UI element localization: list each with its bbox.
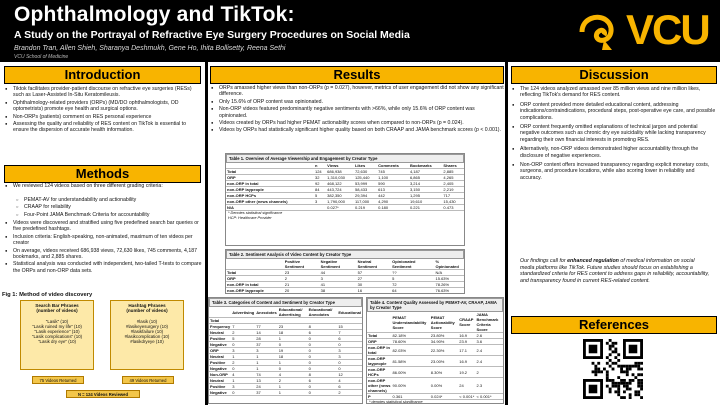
table-cell: 0.473	[442, 205, 464, 211]
table-cell: 38	[320, 288, 357, 294]
table-cell: 17.1	[458, 345, 475, 356]
table-cell: 613	[377, 187, 409, 193]
table-cell: 1,295	[409, 193, 442, 199]
table-cell	[357, 294, 391, 295]
table-cell: 0	[308, 360, 338, 366]
table-cell: 717	[442, 193, 464, 199]
table-cell: 2	[284, 276, 320, 282]
table-cell: 0	[231, 366, 255, 372]
table-cell: Positive	[209, 360, 231, 366]
total-result: N = 124 Videos Reviewed	[66, 390, 140, 398]
table-cell: 1	[278, 384, 308, 390]
list-item: ● We reviewed 124 videos based on three different grading criteria:	[4, 183, 202, 189]
list-item: ● ORPs amassed higher views than non-ORPs (p = 0.027), however, metrics of user engagement did not show any significant difference.	[210, 85, 504, 98]
column-header	[209, 307, 231, 318]
search-bar-item: "Lasik ruined my life" (10)	[32, 324, 82, 329]
table-cell: 7	[337, 330, 362, 336]
conclusion-emphasis: enhanced regulation	[567, 258, 619, 264]
table-cell: < 0.001*	[476, 394, 503, 400]
list-item: ● Tiktok facilitates provider-patient discourse on refractive eye surgeries (RESs) such as Laser-Assisted In-Situ Keratomileusis.	[4, 86, 202, 99]
column-header: PEMAT Actionability Score	[430, 312, 458, 333]
table-cell: 2,405	[442, 181, 464, 187]
table-cell: 53,999	[354, 181, 377, 187]
table-cell: 37	[255, 390, 277, 396]
table-cell: 7	[231, 324, 255, 330]
column-header: Comments	[377, 163, 409, 169]
table-cell: Negative	[209, 366, 231, 372]
discussion-list	[511, 86, 716, 182]
table-1-note: * Denotes statistical significance	[228, 211, 283, 215]
table-row	[209, 390, 362, 396]
table-cell: 124	[314, 169, 326, 175]
table-cell: 44	[320, 270, 357, 276]
column-header: Negative Sentiment	[320, 259, 357, 270]
table-cell: 6	[337, 384, 362, 390]
list-item: ● Videos created by ORPs had higher PEMAT actionability scores when compared to non-ORPs (p = 0.024).	[210, 120, 504, 126]
table-cell: 2	[476, 367, 503, 378]
table-cell: 64	[391, 288, 434, 294]
introduction-heading: Introduction	[4, 66, 201, 84]
table-cell: 77	[255, 324, 277, 330]
table-cell: Total	[367, 333, 392, 339]
table-cell: 12	[337, 372, 362, 378]
search-bar-item: "Lasik dry eye" (10)	[37, 339, 76, 344]
table-cell: 0.180	[377, 205, 409, 211]
table-cell: 1,100	[377, 175, 409, 181]
table-1	[225, 153, 465, 246]
table-cell: Non-ORP	[209, 372, 231, 378]
table-cell: non-ORP HCPs	[367, 367, 392, 378]
table-cell: 125,440	[354, 175, 377, 181]
table-cell: 2	[278, 378, 308, 384]
table-cell: 8	[308, 372, 338, 378]
figure-caption: Fig 1: Method of video discovery	[2, 292, 93, 298]
table-row	[367, 356, 503, 367]
table-cell: 23	[284, 270, 320, 276]
list-item: ● Ophthalmology-related providers (ORPs) (MD/DO ophthalmologists, OD optometrists) promote eye health and surgical options.	[4, 100, 202, 113]
table-cell: 117,000	[354, 199, 377, 205]
table-cell: Total	[226, 270, 284, 276]
table-cell: 30	[357, 282, 391, 288]
table-cell: N/A	[226, 205, 314, 211]
column-header: Educational/ Anecdotes	[308, 307, 338, 318]
references-heading: References	[511, 316, 717, 334]
table-cell: 72,630	[354, 169, 377, 175]
column-header	[226, 259, 284, 270]
table-cell: 443,724	[326, 187, 354, 193]
table-cell: ORP	[367, 339, 392, 345]
table-cell: 5	[231, 336, 255, 342]
table-cell: 1	[255, 360, 277, 366]
table-2	[225, 249, 465, 294]
table-cell: Positive	[209, 384, 231, 390]
table-cell: 0	[337, 366, 362, 372]
table-cell: 5	[391, 276, 434, 282]
table-cell: 468,122	[326, 181, 354, 187]
table-cell: 0	[308, 348, 338, 354]
introduction-list	[4, 86, 202, 135]
table-cell: 18	[278, 354, 308, 360]
table-cell: 32	[314, 175, 326, 181]
list-item: ● ORP content provided more detailed educational content, addressing indications/contraindications, procedural steps, post-operative eye care, and possible complications.	[511, 102, 716, 121]
table-cell: 442	[377, 193, 409, 199]
table-cell: 90.00%	[392, 378, 430, 394]
table-cell: 0	[308, 390, 338, 396]
table-cell: Positive	[209, 336, 231, 342]
table-cell: 2	[337, 390, 362, 396]
table-cell: 16.9	[458, 333, 475, 339]
list-item: ● Statistical analysis was conducted with independent, two-tailed T-tests to compare the ORPs and non-ORP data sets.	[4, 261, 202, 274]
table-cell: 3	[255, 348, 277, 354]
column-header: Bookmarks	[409, 163, 442, 169]
table-cell: 2.6	[476, 333, 503, 339]
table-cell: 92	[314, 181, 326, 187]
list-item: ● Inclusion criteria: English-speaking, non-animated, maximum of ten videos per creator	[4, 234, 202, 247]
table-cell: 0	[308, 342, 338, 348]
table-cell: 86.00%	[392, 367, 430, 378]
list-item: ● Videos by ORPs had statistically significant higher quality based on both CRAAP and JAMA benchmark scores (p < 0.001).	[210, 127, 504, 133]
table-cell: 29,394	[354, 193, 377, 199]
table-cell: 4,290	[377, 199, 409, 205]
table-cell: 6,865	[409, 175, 442, 181]
vcu-logo-text: VCU	[626, 6, 709, 53]
search-bar-result: 75 Videos Returned	[32, 376, 84, 384]
table-cell: 0	[308, 336, 338, 342]
list-item: ○ Four-Point JAMA Benchmark Criteria for accountability	[4, 212, 202, 218]
table-cell	[435, 294, 464, 295]
table-cell: 6	[308, 378, 338, 384]
table-cell: 4,265	[442, 175, 464, 181]
table-cell: 1	[278, 360, 308, 366]
table-3-grid	[209, 307, 362, 396]
table-cell: 0	[278, 342, 308, 348]
results-list	[210, 85, 504, 135]
column-header: Neutral Sentiment	[357, 259, 391, 270]
list-item: ● The 124 videos analyzed amassed over 85 million views and nine million likes, reflecting TikTok's demand for RES content.	[511, 86, 716, 99]
table-cell: 0.361	[392, 394, 430, 400]
table-cell: non-ORP laypeople	[367, 356, 392, 367]
table-2-title: Table 2. Sentiment Analysis of Video Content by Creator Type	[226, 250, 464, 259]
table-3	[208, 297, 363, 404]
table-1-note: HCP: Healthcare Provider	[228, 216, 272, 220]
table-cell: 2	[231, 330, 255, 336]
table-cell: non-ORP other (news channels)	[368, 378, 391, 393]
table-cell: non-ORP other (news channels)	[226, 199, 314, 205]
table-cell: ??	[391, 270, 434, 276]
column-header: % Opinionated	[435, 259, 464, 270]
table-cell: 1,310,030	[326, 175, 354, 181]
table-cell: N/A	[435, 270, 464, 276]
table-cell: Total	[226, 169, 314, 175]
table-4-grid	[367, 312, 503, 400]
table-cell: 37	[255, 342, 277, 348]
table-cell: 0.221	[409, 205, 442, 211]
column-header: JAMA Benchmark Criteria Score	[476, 312, 503, 333]
table-cell: 0.00%	[430, 378, 458, 394]
table-cell: 3.6	[476, 339, 503, 345]
table-cell: 3	[231, 348, 255, 354]
list-item: ○ CRAAP for reliability	[4, 204, 202, 210]
table-cell: 58,433	[354, 187, 377, 193]
column-header: Educational	[337, 307, 362, 318]
table-cell: 27	[357, 276, 391, 282]
column-header: CRAAP Score	[458, 312, 475, 333]
table-cell: < 0.001*	[459, 394, 475, 399]
table-cell: 0	[337, 342, 362, 348]
table-cell: 84	[314, 187, 326, 193]
poster-header	[0, 0, 720, 62]
table-cell: Total	[209, 318, 231, 324]
table-cell: 21	[284, 282, 320, 288]
table-cell: 0	[308, 354, 338, 360]
table-cell: Neutral	[209, 378, 231, 384]
table-cell: 15	[337, 324, 362, 330]
table-cell: 0	[231, 390, 255, 396]
table-cell: 14	[255, 330, 277, 336]
table-4-note: * denotes statistical significance	[369, 400, 423, 404]
methods-sub-list	[4, 197, 202, 219]
table-row	[367, 378, 503, 394]
list-item: ● ORP content frequently omitted explanations of technical jargon and potential negative outcomes such as chronic dry eye suicidality while lacking transparency regarding their own financial interests in promoting RES.	[511, 124, 716, 143]
hashtag-item: #lasikfailure (10)	[130, 329, 164, 334]
table-cell: 0.024*	[430, 394, 458, 400]
table-cell	[284, 294, 320, 295]
qr-code-icon[interactable]	[583, 339, 643, 399]
discussion-heading: Discussion	[511, 66, 717, 84]
table-cell: 57	[357, 270, 391, 276]
table-cell: 19	[278, 348, 308, 354]
table-cell: 2.3	[476, 378, 503, 394]
list-item: ● Videos were discovered and stratified using five predefined search bar queries or five predefined hashtags.	[4, 220, 202, 233]
hashtag-box	[110, 300, 184, 370]
table-cell: non-ORP in total	[226, 181, 314, 187]
table-cell: 18	[278, 330, 308, 336]
table-cell: 34.90%	[430, 339, 458, 345]
table-cell: 3,214	[409, 181, 442, 187]
table-cell: 22.30%	[430, 345, 458, 356]
table-cell: 15,430	[442, 199, 464, 205]
table-cell: 0.027*	[326, 205, 354, 211]
search-bar-item: "Lasik complications" (10)	[31, 334, 83, 339]
list-item: ● Non-ORP videos featured predominantly negative sentiments with >66%, while only 15.6% of ORP content was opinionated.	[210, 106, 504, 119]
table-cell: 23.00%	[430, 356, 458, 367]
table-cell: 82.18%	[392, 333, 430, 339]
table-row	[367, 394, 503, 400]
table-cell: 3	[314, 199, 326, 205]
hashtag-item: #lasikeyesurgery (10)	[126, 324, 168, 329]
table-cell: 590	[377, 181, 409, 187]
table-cell: 2,219	[442, 187, 464, 193]
table-cell: 24	[458, 378, 475, 394]
table-4-title: Table 4. Content Quality Assessed by PEMAT-AV, CRAAP, JAMA by Creator Type	[367, 298, 503, 312]
table-cell: 6	[308, 330, 338, 336]
table-cell: 0	[308, 366, 338, 372]
table-cell: 3	[320, 276, 357, 282]
poster-title: Ophthalmology and TikTok:	[14, 3, 295, 26]
table-cell: 3,150	[409, 187, 442, 193]
table-cell: non-ORP in total	[368, 345, 390, 355]
conclusion-suffix: of medical information on social media platforms like TikTok. Future studies should focus on establishing a standardized criteria for RES content to address gaps in reliability, accountability, and transparency found in current RES-related content.	[520, 258, 710, 284]
table-cell: 382,350	[326, 193, 354, 199]
table-cell: 24	[255, 384, 277, 390]
table-cell: non-ORP in total	[226, 282, 284, 288]
table-cell: 78.60%	[392, 339, 430, 345]
table-cell: 2,885	[442, 169, 464, 175]
table-cell: 2.4	[476, 356, 503, 367]
table-cell: 1	[255, 354, 277, 360]
list-item: ● Only 15.6% of ORP content was opinionated.	[210, 99, 504, 105]
table-cell: 4	[278, 372, 308, 378]
table-1-grid	[226, 163, 464, 211]
table-cell: ORP	[209, 348, 231, 354]
table-cell: Neutral	[209, 330, 231, 336]
table-cell: 20	[284, 288, 320, 294]
table-cell: 1	[255, 366, 277, 372]
table-cell: 2	[231, 360, 255, 366]
table-cell: 13	[255, 378, 277, 384]
column-header: PEMAT Understandability Score	[392, 312, 430, 333]
table-cell: 1,790,000	[326, 199, 354, 205]
methods-list	[4, 183, 202, 190]
ram-logo-icon	[578, 12, 624, 52]
table-cell: 76.63%	[435, 288, 464, 294]
table-cell: Negative	[209, 390, 231, 396]
table-cell: non-ORP laypeople	[226, 288, 284, 294]
table-cell: 19.2	[458, 367, 475, 378]
table-2-grid	[226, 259, 464, 294]
column-header: Opinionated Sentiment	[391, 259, 434, 270]
hashtag-item: #lasikcomplication (10)	[124, 334, 170, 339]
table-cell: 23	[278, 324, 308, 330]
table-cell: 16.9	[458, 356, 475, 367]
table-cell: 72	[391, 282, 434, 288]
list-item: ● Non-ORPs (patients) comment on RES personal experience	[4, 114, 202, 120]
table-cell: 1	[231, 378, 255, 384]
table-cell: 41	[320, 282, 357, 288]
table-row	[367, 367, 503, 378]
methods-list-2	[4, 220, 202, 275]
table-4	[366, 297, 504, 404]
table-cell: 6	[337, 336, 362, 342]
table-cell: 19,610	[409, 199, 442, 205]
list-item: ● Assessing the quality and reliability of RES content on TikTok is essential to ensure the dispersion of accurate health information.	[4, 121, 202, 134]
table-cell: 8	[308, 324, 338, 330]
table-cell: 81.58%	[392, 356, 430, 367]
column-header: Advertising	[231, 307, 255, 318]
hashtag-item: #lasikdryeye (10)	[130, 339, 164, 344]
table-cell: 3	[337, 348, 362, 354]
search-bar-item: "Lasik experience" (10)	[34, 329, 80, 334]
list-item: ● Alternatively, non-ORP videos demonstrated higher accountability through the disclosure of negative experiences.	[511, 146, 716, 159]
table-cell	[314, 205, 326, 211]
table-cell: 3	[337, 354, 362, 360]
table-cell: 0.219	[354, 205, 377, 211]
table-cell: 3	[231, 384, 255, 390]
poster-subtitle: A Study on the Portrayal of Refractive Eye Surgery Procedures on Social Media	[14, 29, 410, 41]
table-cell: 0	[308, 384, 338, 390]
conclusion-text	[520, 258, 710, 284]
table-cell: 0	[278, 366, 308, 372]
table-1-title: Table 1. Overview of Average Viewership and Engagement by Creator Type	[226, 154, 464, 163]
column-header: n	[314, 163, 326, 169]
results-heading: Results	[210, 66, 504, 84]
methods-heading: Methods	[4, 165, 201, 183]
table-cell: 82.03%	[392, 345, 430, 356]
column-header: Anecdotes	[255, 307, 277, 318]
table-row	[367, 345, 503, 356]
table-cell	[320, 294, 357, 295]
table-cell: non-ORP laypeople	[226, 187, 314, 193]
table-cell: 1	[231, 354, 255, 360]
table-cell: 4	[231, 372, 255, 378]
table-cell: 23.9	[458, 339, 475, 345]
table-cell: 4,187	[409, 169, 442, 175]
table-cell: 5	[314, 193, 326, 199]
table-cell: 4	[337, 378, 362, 384]
search-bar-item: "Lasik" (10)	[45, 319, 69, 324]
table-cell: 23.80%	[430, 333, 458, 339]
column-header: Positive Sentiment	[284, 259, 320, 270]
column-header: Likes	[354, 163, 377, 169]
list-item: ● Non-ORP content offers increased transparency regarding explicit monetary costs, surgeons, and procedure locations, while also scoring lower in reliability and accuracy.	[511, 162, 716, 181]
table-cell: 1	[278, 390, 308, 396]
table-cell: P	[367, 394, 392, 400]
search-bar-heading: Search Bar Phrases (number of videos)	[35, 303, 79, 313]
table-row	[226, 205, 464, 211]
vcu-logo	[578, 8, 714, 56]
table-cell: 0	[231, 342, 255, 348]
column-header: Shares	[442, 163, 464, 169]
table-cell: Negative	[209, 342, 231, 348]
list-item: ● On average, videos received 686,938 views, 72,630 likes, 745 comments, 4,187 bookmarks, and 2,885 shares.	[4, 248, 202, 261]
table-3-title: Table 3. Categories of Content and Sentiment by Creator Type	[209, 298, 362, 307]
hashtag-heading: Hashtag Phrases (number of videos)	[126, 303, 168, 313]
table-cell	[226, 294, 284, 295]
table-cell: 1	[278, 336, 308, 342]
list-item: ○ PEMAT-AV for understandability and actionability	[4, 197, 202, 203]
author-list: Brandon Tran, Allen Shieh, Sharanya Deshmukh, Gene Ho, Ihita Bollisetty, Reena Sethi	[14, 45, 286, 52]
table-cell: 686,938	[326, 169, 354, 175]
discovery-flowchart	[18, 300, 188, 402]
column-header: Views	[326, 163, 354, 169]
table-cell: 8.30%	[430, 367, 458, 378]
search-bar-box	[20, 300, 94, 370]
table-cell: 745	[377, 169, 409, 175]
table-cell: 2.4	[476, 345, 503, 356]
table-cell: 0	[337, 360, 362, 366]
table-cell: 78.26%	[435, 282, 464, 288]
table-cell: Neutral	[209, 354, 231, 360]
column-header: Educational/ Advertising	[278, 307, 308, 318]
table-cell: 74	[255, 372, 277, 378]
table-cell: ORP	[226, 276, 284, 282]
table-cell: 16	[357, 288, 391, 294]
column-header	[367, 312, 392, 333]
table-cell: 15.63%	[435, 276, 464, 282]
table-cell	[391, 294, 434, 295]
hashtag-item: #lasik (10)	[136, 319, 158, 324]
table-cell: 28	[255, 336, 277, 342]
affiliation: VCU School of Medicine	[14, 54, 69, 60]
table-row	[226, 294, 464, 295]
table-cell: ORP	[226, 175, 314, 181]
table-cell: non-ORP HCPs	[226, 193, 314, 199]
hashtag-result: 49 Videos Returned	[122, 376, 174, 384]
conclusion-prefix: Our findings call for	[520, 258, 568, 264]
table-cell: Frequency	[210, 324, 231, 329]
